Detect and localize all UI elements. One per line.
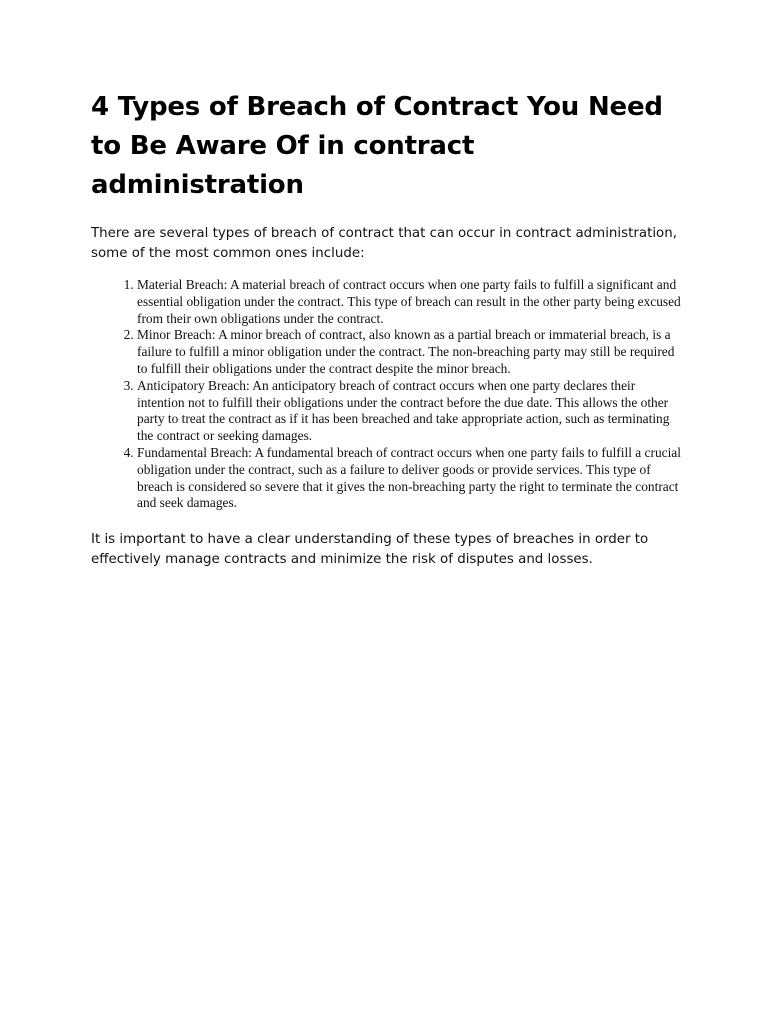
document-page — [91, 88, 681, 569]
list-item-fundamental-breach: 4. Fundamental Breach: A fundamental breach of contract occurs when one party fails to fulfill a crucial obligation under the contract, such as a failure to deliver goods or provide services. This type of breach is considered so severe that it gives the non-breaching party the right to terminate the contract and seek damages. — [137, 445, 681, 512]
list-item-minor-breach: 2. Minor Breach: A minor breach of contract, also known as a partial breach or immaterial breach, is a failure to fulfill a minor obligation under the contract. The non-breaching party may still be required to fulfill their obligations under the contract despite the minor breach. — [137, 327, 681, 377]
list-item-anticipatory-breach: 3. Anticipatory Breach: An anticipatory breach of contract occurs when one party declares their intention not to fulfill their obligations under the contract before the due date. This allows the other party to treat the contract as if it has been breached and take appropriate action, such as terminating the contract or seeking damages. — [137, 378, 681, 445]
breach-types-list — [91, 277, 681, 512]
intro-paragraph: There are several types of breach of contract that can occur in contract administration, some of the most common ones include: — [91, 226, 677, 261]
document-title: 4 Types of Breach of Contract You Need to Be Aware Of in contract administration — [91, 92, 663, 200]
conclusion-paragraph: It is important to have a clear understanding of these types of breaches in order to effectively manage contracts and minimize the risk of disputes and losses. — [91, 532, 649, 567]
list-item-material-breach: 1. Material Breach: A material breach of contract occurs when one party fails to fulfill a significant and essential obligation under the contract. This type of breach can result in the other party being excused from their own obligations under the contract. — [137, 277, 681, 327]
